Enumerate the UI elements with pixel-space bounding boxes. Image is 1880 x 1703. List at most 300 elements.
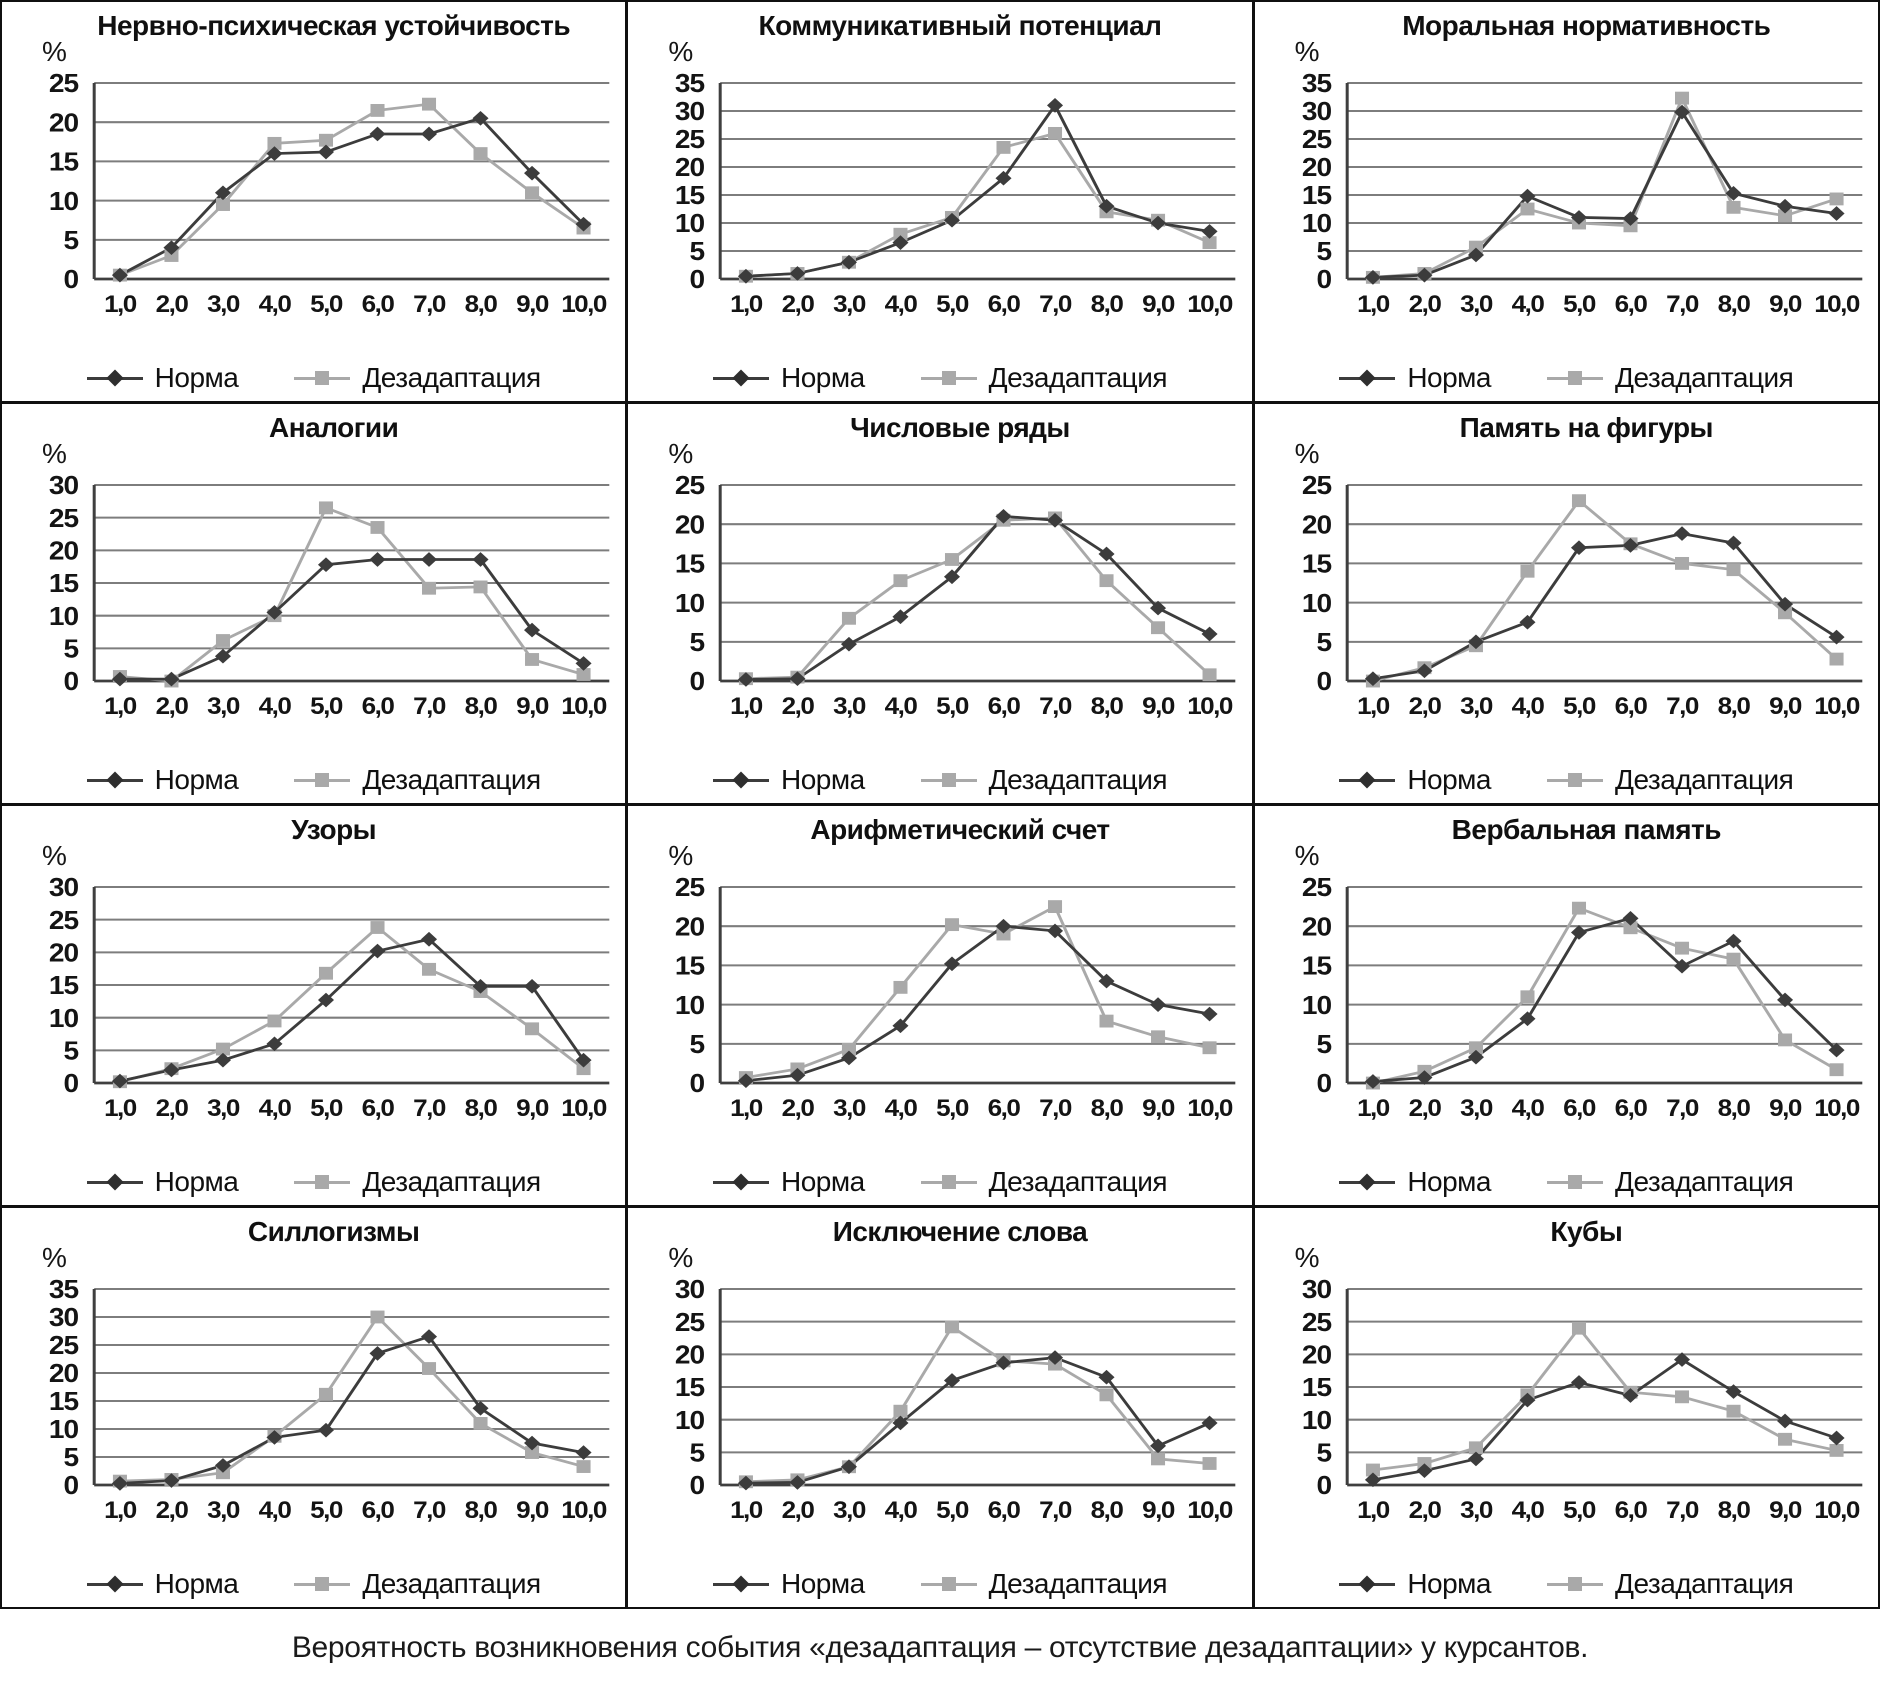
chart-legend: [1261, 758, 1872, 802]
svg-text:3,0: 3,0: [1459, 1095, 1492, 1122]
svg-text:1,0: 1,0: [730, 1095, 763, 1122]
svg-text:8,0: 8,0: [464, 1497, 497, 1524]
svg-text:20: 20: [48, 938, 79, 968]
norma-diamond-icon: [1339, 1574, 1395, 1594]
svg-text:9,0: 9,0: [516, 291, 548, 318]
svg-text:15: 15: [675, 1373, 705, 1402]
svg-text:10: 10: [1301, 990, 1331, 1020]
svg-text:2,0: 2,0: [155, 1497, 188, 1524]
norma-diamond-icon: [1339, 770, 1395, 790]
legend-item-dezadaptacia: [1547, 1568, 1793, 1600]
legend-item-norma: [87, 1166, 239, 1198]
svg-text:0: 0: [1316, 265, 1331, 294]
svg-text:10,0: 10,0: [561, 1095, 606, 1122]
y-axis-unit-label: %: [668, 840, 694, 871]
chart-panel: [2, 2, 625, 401]
svg-text:1,0: 1,0: [104, 291, 136, 318]
chart-title: Силлогизмы: [247, 1216, 420, 1247]
legend-label-dezadaptacia: Дезадаптация: [988, 362, 1167, 393]
chart-panel: [628, 404, 1251, 803]
svg-text:20: 20: [1301, 153, 1331, 182]
svg-text:9,0: 9,0: [1768, 693, 1801, 720]
svg-text:15: 15: [1301, 951, 1331, 981]
legend-label-norma: Норма: [780, 1568, 865, 1599]
dezadaptacia-square-icon: [921, 770, 977, 790]
svg-text:10: 10: [1301, 209, 1331, 238]
svg-text:5: 5: [63, 1443, 79, 1472]
legend-item-norma: [1339, 362, 1491, 394]
dezadaptacia-square-icon: [294, 1574, 350, 1594]
chart-title: Память на фигуры: [1459, 412, 1713, 443]
svg-text:5,0: 5,0: [310, 291, 342, 318]
legend-item-norma: [713, 1166, 865, 1198]
svg-text:30: 30: [48, 1303, 79, 1332]
norma-diamond-icon: [87, 368, 143, 388]
dezadaptacia-square-icon: [921, 1172, 977, 1192]
svg-text:10,0: 10,0: [1187, 693, 1233, 720]
dezadaptacia-square-icon: [921, 1574, 977, 1594]
svg-text:8,0: 8,0: [1091, 291, 1123, 318]
legend-item-dezadaptacia: [921, 1166, 1167, 1198]
legend-item-dezadaptacia: [1547, 362, 1793, 394]
svg-text:2,0: 2,0: [1408, 291, 1440, 318]
legend-item-norma: [1339, 764, 1491, 796]
svg-text:10: 10: [48, 601, 79, 631]
svg-text:6,0: 6,0: [361, 693, 394, 720]
svg-text:35: 35: [675, 69, 705, 98]
chart-header: [634, 10, 1245, 67]
svg-text:6,0: 6,0: [361, 291, 394, 318]
svg-text:6,0: 6,0: [987, 1497, 1020, 1524]
svg-text:8,0: 8,0: [1091, 693, 1123, 720]
chart-legend: [1261, 356, 1872, 400]
svg-text:6,0: 6,0: [987, 1095, 1020, 1122]
svg-text:25: 25: [675, 1307, 705, 1337]
svg-text:0: 0: [689, 1471, 705, 1500]
legend-label-dezadaptacia: Дезадаптация: [362, 1166, 541, 1197]
svg-text:5,0: 5,0: [310, 693, 342, 720]
svg-text:10: 10: [1301, 1405, 1331, 1435]
svg-text:1,0: 1,0: [730, 693, 763, 720]
legend-label-norma: Норма: [154, 1568, 239, 1599]
svg-text:3,0: 3,0: [833, 693, 866, 720]
svg-text:0: 0: [689, 667, 705, 696]
svg-text:2,0: 2,0: [155, 291, 188, 318]
dezadaptacia-square-icon: [1547, 368, 1603, 388]
svg-text:1,0: 1,0: [104, 1095, 136, 1122]
svg-text:25: 25: [1301, 1307, 1331, 1337]
y-axis-unit-label: %: [42, 1242, 67, 1273]
legend-item-dezadaptacia: [294, 1166, 540, 1198]
svg-text:8,0: 8,0: [464, 1095, 497, 1122]
legend-label-norma: Норма: [1407, 362, 1491, 393]
svg-text:30: 30: [675, 1275, 705, 1304]
legend-label-dezadaptacia: Дезадаптация: [1615, 1166, 1794, 1197]
svg-text:15: 15: [675, 549, 705, 579]
svg-text:8,0: 8,0: [1717, 1095, 1750, 1122]
svg-text:10: 10: [48, 1415, 79, 1444]
svg-text:6,0: 6,0: [1614, 693, 1647, 720]
svg-text:5: 5: [63, 226, 79, 255]
norma-diamond-icon: [87, 1574, 143, 1594]
svg-text:7,0: 7,0: [413, 291, 445, 318]
svg-text:6,0: 6,0: [1614, 1497, 1647, 1524]
svg-text:8,0: 8,0: [1717, 1497, 1750, 1524]
svg-text:3,0: 3,0: [1459, 1497, 1492, 1524]
chart-header: [8, 1216, 619, 1273]
svg-text:10,0: 10,0: [1187, 1497, 1233, 1524]
legend-label-dezadaptacia: Дезадаптация: [988, 1568, 1167, 1599]
chart-panel: [1255, 1208, 1878, 1607]
svg-text:30: 30: [48, 873, 79, 902]
svg-text:10: 10: [675, 209, 705, 238]
svg-text:10,0: 10,0: [1187, 291, 1233, 318]
svg-text:20: 20: [675, 153, 705, 182]
svg-text:2,0: 2,0: [1408, 1497, 1440, 1524]
svg-text:35: 35: [1301, 69, 1331, 98]
dezadaptacia-square-icon: [1547, 1172, 1603, 1192]
svg-text:0: 0: [1316, 1471, 1331, 1500]
svg-text:3,0: 3,0: [833, 1095, 866, 1122]
svg-text:9,0: 9,0: [516, 1095, 548, 1122]
svg-text:3,0: 3,0: [1459, 693, 1492, 720]
svg-text:9,0: 9,0: [1768, 291, 1801, 318]
svg-text:25: 25: [675, 125, 705, 154]
norma-diamond-icon: [87, 1172, 143, 1192]
svg-text:1,0: 1,0: [730, 1497, 763, 1524]
svg-text:9,0: 9,0: [1142, 693, 1175, 720]
svg-text:1,0: 1,0: [104, 693, 136, 720]
legend-label-dezadaptacia: Дезадаптация: [1615, 764, 1794, 795]
svg-text:10: 10: [48, 186, 79, 216]
norma-diamond-icon: [1339, 1172, 1395, 1192]
legend-label-dezadaptacia: Дезадаптация: [988, 764, 1167, 795]
svg-text:15: 15: [48, 569, 79, 598]
legend-item-norma: [87, 362, 239, 394]
chart-header: [1261, 412, 1872, 469]
chart-legend: [634, 1160, 1245, 1204]
line-chart: [1261, 452, 1872, 758]
y-axis-unit-label: %: [42, 840, 67, 871]
svg-text:9,0: 9,0: [1142, 1497, 1175, 1524]
figure-caption: Вероятность возникновения события «дезадаптация – отсутствие дезадаптации» у курсантов.: [291, 1631, 1589, 1664]
svg-text:7,0: 7,0: [1665, 1095, 1698, 1122]
y-axis-unit-label: %: [668, 1242, 694, 1273]
chart-header: [8, 412, 619, 469]
svg-text:20: 20: [675, 1340, 705, 1370]
svg-text:10: 10: [675, 990, 705, 1020]
svg-text:2,0: 2,0: [781, 291, 814, 318]
chart-panel: [628, 806, 1251, 1205]
svg-text:15: 15: [1301, 1373, 1331, 1402]
svg-text:25: 25: [48, 905, 79, 935]
svg-text:15: 15: [48, 147, 79, 177]
svg-text:15: 15: [675, 951, 705, 981]
svg-text:5,0: 5,0: [1562, 1497, 1595, 1524]
chart-header: [634, 412, 1245, 469]
svg-text:15: 15: [48, 1387, 79, 1416]
legend-item-dezadaptacia: [294, 1568, 540, 1600]
svg-text:2,0: 2,0: [1408, 1095, 1440, 1122]
chart-legend: [8, 758, 619, 802]
svg-text:1,0: 1,0: [1356, 291, 1389, 318]
svg-text:5,0: 5,0: [1562, 693, 1595, 720]
chart-title: Вербальная память: [1451, 814, 1721, 845]
svg-text:10,0: 10,0: [1813, 1095, 1859, 1122]
svg-text:5,0: 5,0: [936, 1095, 969, 1122]
svg-text:3,0: 3,0: [833, 1497, 866, 1524]
svg-text:4,0: 4,0: [1511, 291, 1543, 318]
svg-text:4,0: 4,0: [1511, 1095, 1543, 1122]
chart-legend: [1261, 1160, 1872, 1204]
svg-text:20: 20: [1301, 912, 1331, 942]
svg-text:35: 35: [48, 1275, 79, 1304]
chart-panel: [1255, 2, 1878, 401]
line-chart: [634, 452, 1245, 758]
svg-text:7,0: 7,0: [413, 1095, 445, 1122]
dezadaptacia-square-icon: [294, 368, 350, 388]
svg-text:5: 5: [689, 237, 705, 266]
svg-text:10,0: 10,0: [561, 693, 606, 720]
chart-title: Коммуникативный потенциал: [758, 10, 1162, 41]
line-chart: [1261, 50, 1872, 356]
svg-text:4,0: 4,0: [258, 291, 291, 318]
line-chart: [8, 1256, 619, 1562]
svg-text:20: 20: [675, 912, 705, 942]
svg-text:7,0: 7,0: [413, 1497, 445, 1524]
svg-text:8,0: 8,0: [464, 291, 497, 318]
legend-item-dezadaptacia: [921, 362, 1167, 394]
svg-text:10,0: 10,0: [1813, 1497, 1859, 1524]
svg-text:20: 20: [48, 1359, 79, 1388]
svg-text:5: 5: [1316, 1030, 1331, 1059]
legend-label-dezadaptacia: Дезадаптация: [362, 1568, 541, 1599]
svg-text:4,0: 4,0: [258, 1497, 291, 1524]
legend-label-dezadaptacia: Дезадаптация: [1615, 1568, 1794, 1599]
svg-text:3,0: 3,0: [207, 1497, 239, 1524]
svg-text:8,0: 8,0: [1717, 693, 1750, 720]
svg-text:3,0: 3,0: [207, 291, 239, 318]
legend-label-norma: Норма: [1407, 1568, 1491, 1599]
chart-title: Арифметический счет: [810, 814, 1110, 845]
svg-text:10: 10: [675, 1405, 705, 1435]
chart-legend: [8, 356, 619, 400]
svg-text:1,0: 1,0: [104, 1497, 136, 1524]
svg-text:4,0: 4,0: [884, 1497, 917, 1524]
svg-text:0: 0: [63, 265, 79, 294]
svg-text:6,0: 6,0: [1614, 1095, 1647, 1122]
chart-legend: [634, 1562, 1245, 1606]
dezadaptacia-square-icon: [1547, 1574, 1603, 1594]
legend-item-norma: [1339, 1166, 1491, 1198]
svg-text:0: 0: [689, 1069, 705, 1098]
svg-text:7,0: 7,0: [1039, 1497, 1072, 1524]
svg-text:2,0: 2,0: [781, 1497, 814, 1524]
legend-item-norma: [713, 764, 865, 796]
svg-text:25: 25: [48, 69, 79, 98]
legend-item-dezadaptacia: [921, 764, 1167, 796]
legend-label-dezadaptacia: Дезадаптация: [1615, 362, 1794, 393]
svg-text:10,0: 10,0: [1187, 1095, 1233, 1122]
legend-label-dezadaptacia: Дезадаптация: [988, 1166, 1167, 1197]
line-chart: [634, 1256, 1245, 1562]
y-axis-unit-label: %: [1294, 1242, 1320, 1273]
svg-text:15: 15: [1301, 549, 1331, 579]
svg-text:15: 15: [675, 181, 705, 210]
y-axis-unit-label: %: [1294, 840, 1320, 871]
svg-text:5: 5: [1316, 237, 1331, 266]
svg-text:25: 25: [1301, 125, 1331, 154]
line-chart: [1261, 1256, 1872, 1562]
svg-text:10: 10: [48, 1003, 79, 1033]
svg-text:6,0: 6,0: [361, 1095, 394, 1122]
chart-legend: [634, 356, 1245, 400]
legend-label-norma: Норма: [154, 1166, 239, 1197]
chart-title: Моральная нормативность: [1402, 10, 1771, 41]
legend-label-dezadaptacia: Дезадаптация: [362, 362, 541, 393]
legend-label-norma: Норма: [780, 1166, 865, 1197]
svg-text:7,0: 7,0: [1665, 1497, 1698, 1524]
chart-title: Числовые ряды: [850, 412, 1070, 443]
legend-item-dezadaptacia: [921, 1568, 1167, 1600]
chart-legend: [8, 1160, 619, 1204]
svg-text:4,0: 4,0: [1511, 693, 1543, 720]
svg-text:0: 0: [689, 265, 705, 294]
line-chart: [634, 854, 1245, 1160]
chart-legend: [1261, 1562, 1872, 1606]
svg-text:2,0: 2,0: [1408, 693, 1440, 720]
svg-text:20: 20: [48, 536, 79, 566]
svg-text:0: 0: [63, 1471, 79, 1500]
dezadaptacia-square-icon: [294, 770, 350, 790]
svg-text:6,0: 6,0: [361, 1497, 394, 1524]
svg-text:1,0: 1,0: [1356, 1497, 1389, 1524]
legend-label-norma: Норма: [154, 764, 239, 795]
chart-title: Кубы: [1550, 1216, 1623, 1247]
svg-text:6,0: 6,0: [1562, 1095, 1595, 1122]
legend-label-dezadaptacia: Дезадаптация: [362, 764, 541, 795]
line-chart: [8, 854, 619, 1160]
chart-header: [634, 1216, 1245, 1273]
legend-item-dezadaptacia: [294, 362, 540, 394]
chart-header: [1261, 1216, 1872, 1273]
chart-panel: [628, 1208, 1251, 1607]
legend-label-norma: Норма: [780, 764, 865, 795]
line-chart: [1261, 854, 1872, 1160]
chart-header: [8, 10, 619, 67]
chart-title: Аналогии: [269, 412, 399, 443]
svg-text:25: 25: [1301, 471, 1331, 500]
norma-diamond-icon: [713, 770, 769, 790]
legend-item-norma: [713, 362, 865, 394]
chart-panel: [2, 1208, 625, 1607]
svg-text:4,0: 4,0: [258, 693, 291, 720]
svg-text:9,0: 9,0: [1142, 1095, 1175, 1122]
dezadaptacia-square-icon: [1547, 770, 1603, 790]
svg-text:30: 30: [1301, 97, 1331, 126]
svg-text:8,0: 8,0: [1717, 291, 1750, 318]
svg-text:25: 25: [675, 471, 705, 500]
y-axis-unit-label: %: [42, 438, 67, 469]
svg-text:5,0: 5,0: [310, 1095, 342, 1122]
chart-panel: [1255, 404, 1878, 803]
svg-text:30: 30: [48, 471, 79, 500]
svg-text:20: 20: [675, 510, 705, 540]
svg-text:20: 20: [48, 108, 79, 138]
svg-text:10,0: 10,0: [1813, 693, 1859, 720]
y-axis-unit-label: %: [42, 36, 67, 67]
svg-text:0: 0: [1316, 667, 1331, 696]
svg-text:5: 5: [63, 634, 79, 664]
chart-panel: [1255, 806, 1878, 1205]
svg-text:5,0: 5,0: [310, 1497, 342, 1524]
svg-text:25: 25: [48, 1331, 79, 1360]
svg-text:0: 0: [63, 667, 79, 696]
chart-title: Узоры: [291, 814, 377, 845]
legend-item-dezadaptacia: [294, 764, 540, 796]
svg-text:4,0: 4,0: [884, 1095, 917, 1122]
svg-text:20: 20: [1301, 1340, 1331, 1370]
svg-text:5: 5: [689, 1438, 705, 1468]
svg-text:20: 20: [1301, 510, 1331, 540]
legend-item-norma: [1339, 1568, 1491, 1600]
svg-text:6,0: 6,0: [987, 291, 1020, 318]
legend-label-norma: Норма: [1407, 1166, 1491, 1197]
svg-text:15: 15: [1301, 181, 1331, 210]
svg-text:5: 5: [1316, 1438, 1331, 1468]
svg-text:7,0: 7,0: [1665, 291, 1698, 318]
svg-text:5,0: 5,0: [1562, 291, 1595, 318]
svg-text:5,0: 5,0: [936, 291, 969, 318]
norma-diamond-icon: [713, 368, 769, 388]
svg-text:9,0: 9,0: [1768, 1095, 1801, 1122]
svg-text:5: 5: [689, 1030, 705, 1059]
line-chart: [8, 50, 619, 356]
svg-text:3,0: 3,0: [1459, 291, 1492, 318]
y-axis-unit-label: %: [668, 438, 694, 469]
chart-panel: [2, 806, 625, 1205]
dezadaptacia-square-icon: [294, 1172, 350, 1192]
legend-label-norma: Норма: [780, 362, 865, 393]
chart-panel: [628, 2, 1251, 401]
chart-legend: [634, 758, 1245, 802]
y-axis-unit-label: %: [668, 36, 694, 67]
svg-text:25: 25: [48, 503, 79, 533]
chart-header: [634, 814, 1245, 871]
legend-label-norma: Норма: [154, 362, 239, 393]
svg-text:10: 10: [1301, 588, 1331, 618]
dezadaptacia-square-icon: [921, 368, 977, 388]
svg-text:8,0: 8,0: [464, 693, 497, 720]
legend-item-dezadaptacia: [1547, 1166, 1793, 1198]
y-axis-unit-label: %: [1294, 36, 1320, 67]
svg-text:5: 5: [1316, 628, 1331, 657]
svg-text:1,0: 1,0: [1356, 693, 1389, 720]
norma-diamond-icon: [713, 1574, 769, 1594]
legend-label-norma: Норма: [1407, 764, 1491, 795]
svg-text:7,0: 7,0: [1665, 693, 1698, 720]
svg-text:15: 15: [48, 971, 79, 1000]
svg-text:4,0: 4,0: [884, 291, 917, 318]
svg-text:3,0: 3,0: [207, 1095, 239, 1122]
chart-panel: [2, 404, 625, 803]
svg-text:7,0: 7,0: [413, 693, 445, 720]
svg-text:1,0: 1,0: [730, 291, 763, 318]
svg-text:4,0: 4,0: [1511, 1497, 1543, 1524]
svg-text:9,0: 9,0: [516, 1497, 548, 1524]
svg-text:9,0: 9,0: [516, 693, 548, 720]
svg-text:10,0: 10,0: [1813, 291, 1859, 318]
